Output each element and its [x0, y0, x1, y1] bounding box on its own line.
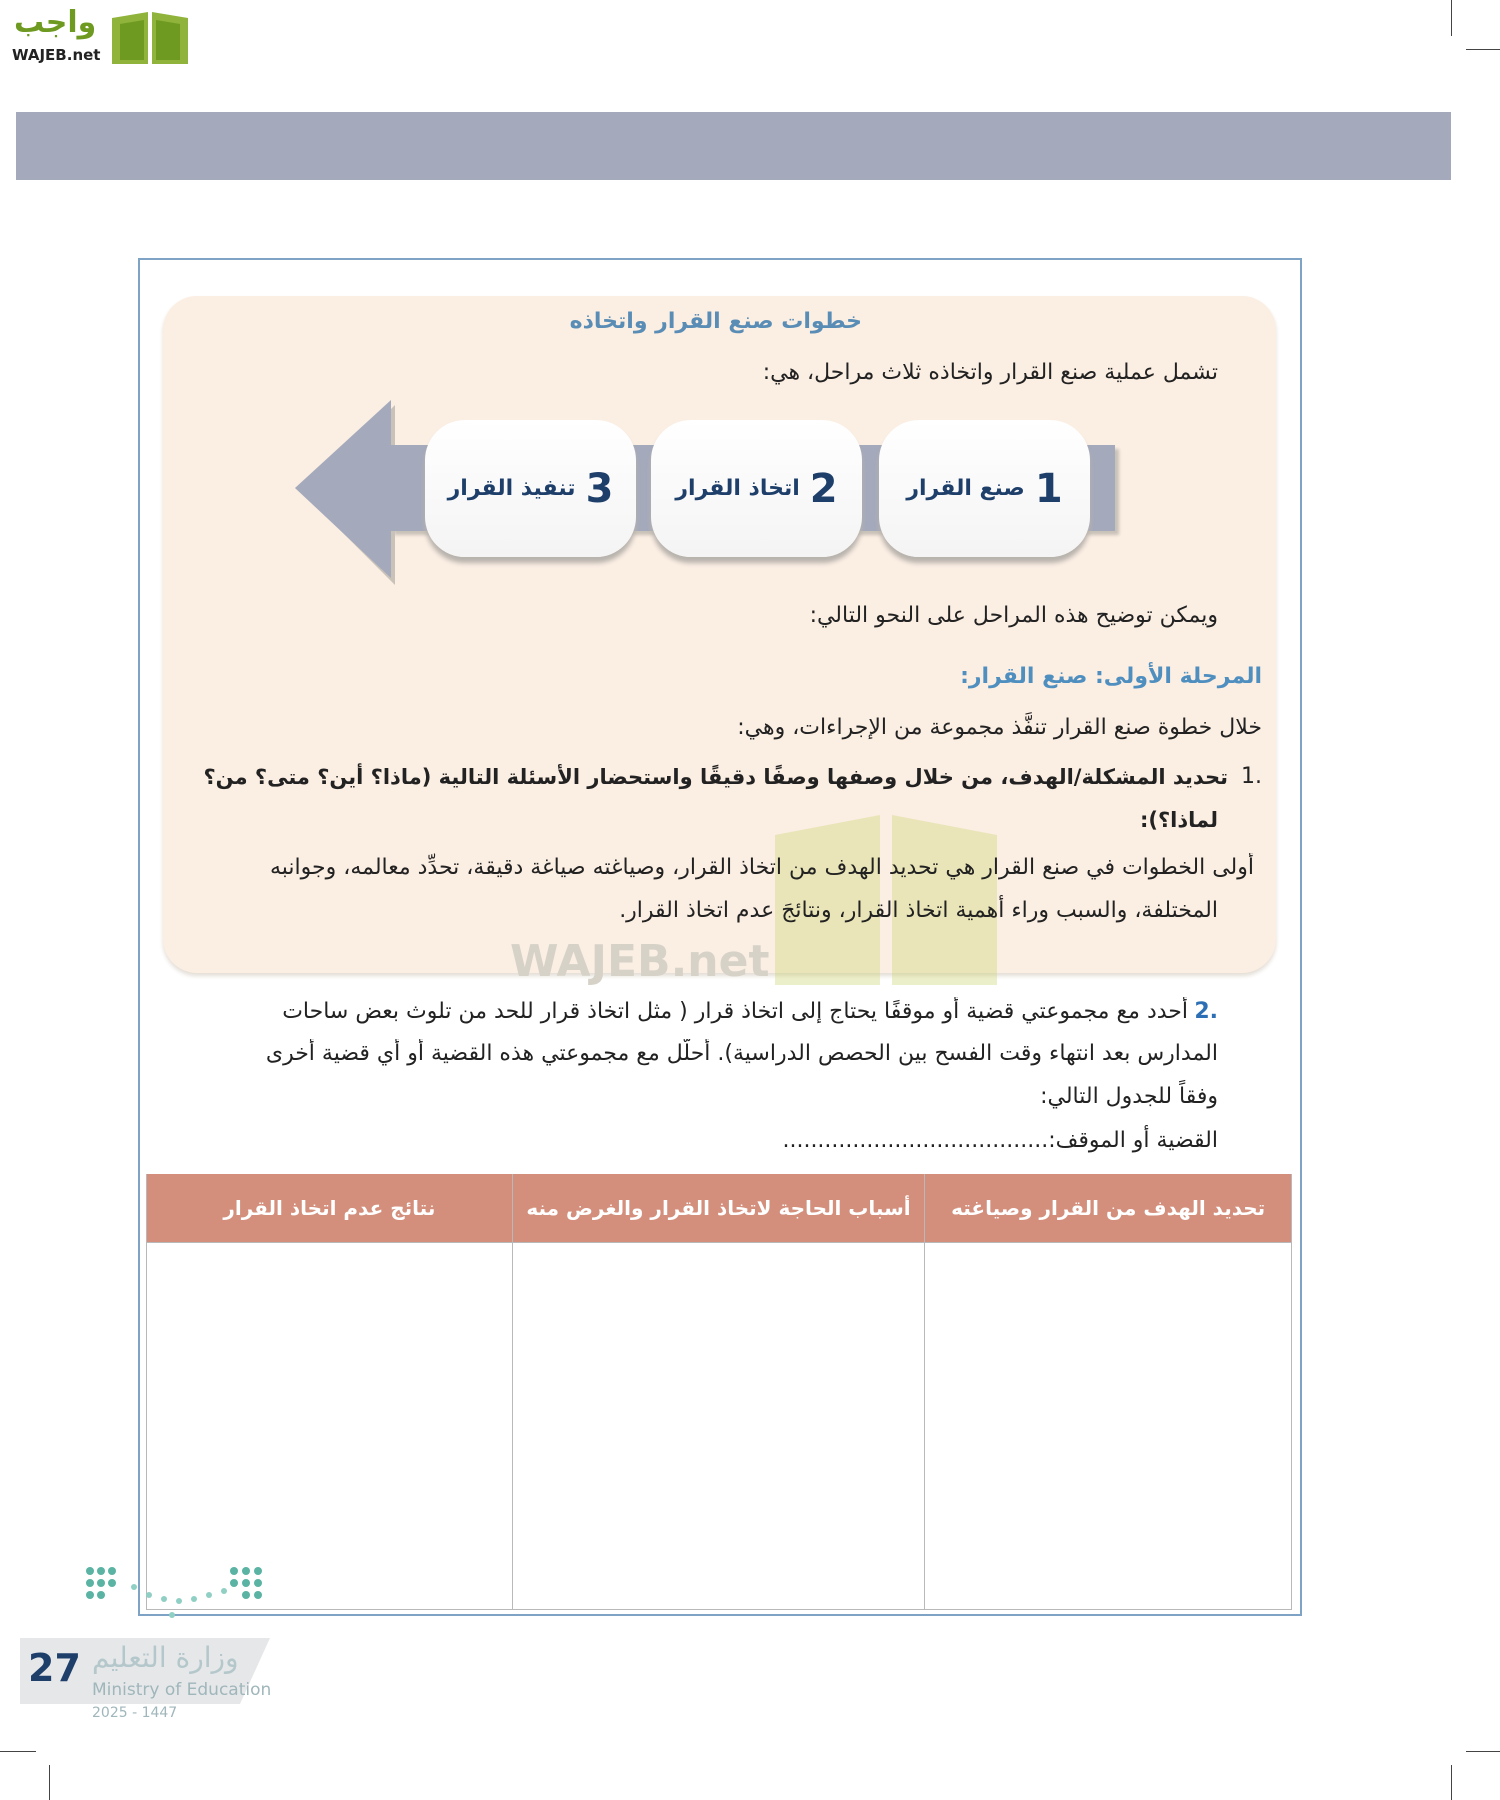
ministry-name-en: Ministry of Education [92, 1680, 272, 1700]
activity-text-cont: المدارس بعد انتهاء وقت الفسح بين الحصص الدراسية). أحلّل مع مجموعتي هذه القضية أو أي قضية أخرى [265, 1041, 1218, 1066]
stage-heading: المرحلة الأولى: صنع القرار: [960, 664, 1262, 689]
table-header: أسباب الحاجة لاتخاذ القرار والغرض منه [512, 1174, 925, 1242]
page-number: 27 [28, 1646, 81, 1690]
step-3 [425, 420, 636, 557]
paragraph-cont: المختلفة، والسبب وراء أهمية اتخاذ القرار، ونتائجَ عدم اتخاذ القرار. [619, 898, 1218, 923]
ministry-name-ar: وزارة التعليم [92, 1641, 239, 1674]
section-title: خطوات صنع القرار واتخاذه [569, 309, 862, 334]
step-number: 3 [585, 465, 614, 512]
analysis-table [146, 1174, 1292, 1610]
table-header: تحديد الهدف من القرار وصياغته [925, 1174, 1292, 1242]
crop-mark [1466, 1751, 1500, 1752]
logo-arabic: واجب [14, 5, 97, 40]
table-header-row [147, 1174, 1292, 1242]
table-cell[interactable] [512, 1242, 925, 1609]
crop-mark [1451, 1765, 1452, 1800]
step-2 [651, 420, 862, 557]
year-label: 2025 - 1447 [92, 1705, 178, 1721]
item-1-text-cont: لماذا؟): [1139, 808, 1218, 832]
watermark-text: WAJEB.net [510, 936, 770, 987]
step-label: صنع القرار [906, 476, 1025, 501]
header-band [16, 112, 1451, 180]
table-header: نتائج عدم اتخاذ القرار [147, 1174, 513, 1242]
item-number: 1. [1241, 764, 1262, 789]
arrow-head-icon [295, 400, 405, 580]
ministry-logo-dots-icon [84, 1565, 264, 1620]
step-label: تنفيذ القرار [447, 476, 576, 501]
issue-field[interactable]: القضية أو الموقف:...................................... [782, 1128, 1218, 1153]
explain-text: ويمكن توضيح هذه المراحل على النحو التالي: [809, 603, 1218, 628]
step-label: اتخاذ القرار [675, 476, 800, 501]
logo-latin: WAJEB.net [12, 46, 101, 64]
crop-mark [1466, 49, 1500, 50]
crop-mark [49, 1765, 50, 1800]
table-cell[interactable] [925, 1242, 1292, 1609]
activity-number: 2. [1194, 999, 1218, 1024]
activity-text-cont: وفقاً للجدول التالي: [1040, 1084, 1218, 1109]
stage-intro: خلال خطوة صنع القرار تنفَّذ مجموعة من الإجراءات، وهي: [737, 715, 1262, 740]
step-1 [879, 420, 1090, 557]
intro-text: تشمل عملية صنع القرار واتخاذه ثلاث مراحل، هي: [762, 360, 1218, 385]
item-1-text: تحديد المشكلة/الهدف، من خلال وصفها وصفًا دقيقًا واستحضار الأسئلة التالية (ماذا؟ أين؟ متى؟ من؟ [203, 765, 1228, 789]
paragraph: أولى الخطوات في صنع القرار هي تحديد الهدف من اتخاذ القرار، وصياغته صياغة دقيقة، تحدِّد معالمه، وجوانبه [269, 855, 1254, 880]
step-number: 1 [1034, 465, 1063, 512]
step-number: 2 [809, 465, 838, 512]
table-cell[interactable] [147, 1242, 513, 1609]
activity-text: أحدد مع مجموعتي قضية أو موقفًا يحتاج إلى اتخاذ قرار ( مثل اتخاذ قرار للحد من تلوث بعض ساحات [282, 999, 1188, 1024]
crop-mark [0, 1751, 36, 1752]
crop-mark [1451, 0, 1452, 36]
table-row [147, 1242, 1292, 1609]
wajeb-logo [8, 4, 193, 68]
book-icon [108, 8, 192, 66]
